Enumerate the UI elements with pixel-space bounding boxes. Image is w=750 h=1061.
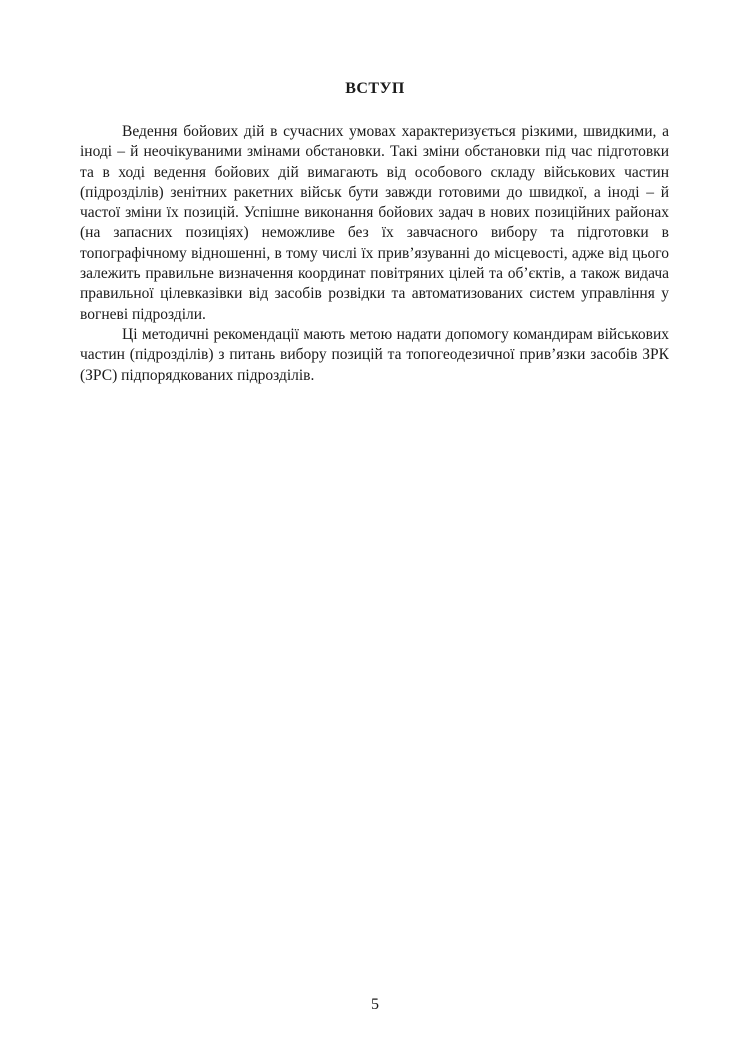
body-text xyxy=(80,122,669,386)
paragraph-2: Ці методичні рекомендації мають метою надати допомогу командирам військових частин (підрозділів) з питань вибору позицій та топогеодезичної прив’язки засобів ЗРК (ЗРС) підпорядкованих підрозділів. xyxy=(80,325,669,384)
paragraph-1: Ведення бойових дій в сучасних умовах характеризується різкими, швидкими, а іноді – й неочікуваними змінами обстановки. Такі зміни обстановки під час підготовки та в ході ведення бойових дій вимагають від особового складу військових частин (підрозділів) зенітних ракетних військ бути завжди готовими до швидкої, а іноді – й частої зміни їх позицій. Успішне виконання бойових задач в нових позиційних районах (на запасних позиціях) неможливе без їх завчасного вибору та підготовки в топографічному відношенні, в тому числі їх прив’язуванні до місцевості, адже від цього залежить правильне визначення координат повітряних цілей та об’єктів, а також видача правильної цілевказівки від засобів розвідки та автоматизованих систем управління у вогневі підрозділи. xyxy=(80,123,669,323)
page-number: 5 xyxy=(371,996,379,1013)
section-heading: ВСТУП xyxy=(345,80,405,97)
